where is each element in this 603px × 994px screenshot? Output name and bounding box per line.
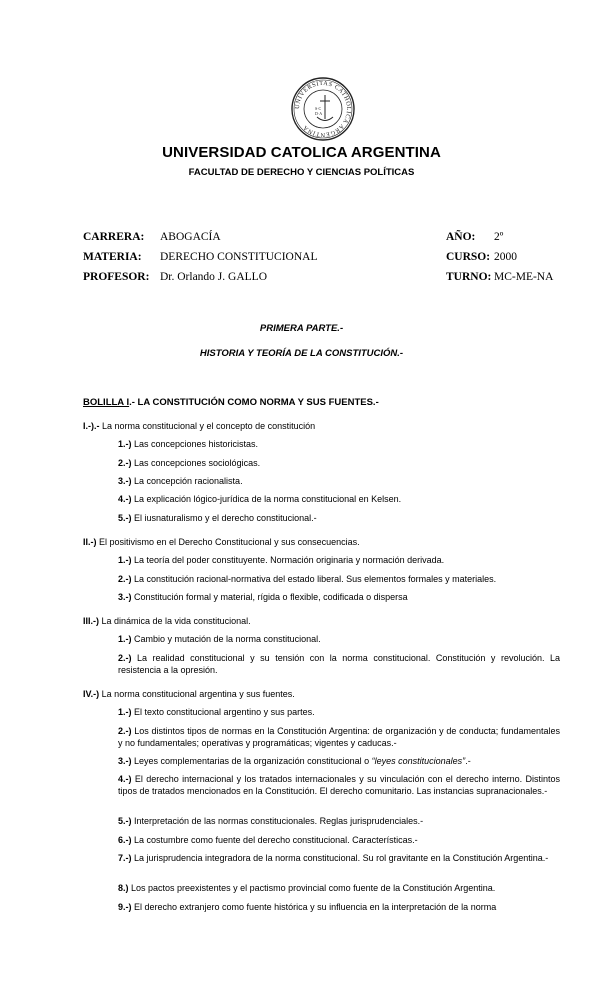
item-number: 4.-)	[118, 774, 132, 784]
list-item	[118, 458, 560, 470]
list-item	[118, 853, 560, 865]
item-number: 2.-)	[118, 574, 132, 584]
item-text: La jurisprudencia integradora de la norma constitucional. Su rol gravitante en la Constitución Argentina.-	[131, 853, 549, 863]
materia-row	[83, 251, 142, 263]
item-text: La teoría del poder constituyente. Normación originaria y normación derivada.	[131, 555, 445, 565]
svg-text:S·C: S·C	[315, 106, 322, 111]
profesor-row	[83, 271, 149, 283]
item-number: 3.-)	[118, 592, 132, 602]
item-text: La constitución racional-normativa del estado liberal. Sus elementos formales y materiales.	[131, 574, 497, 584]
section-number: III.-)	[83, 616, 99, 626]
carrera-value: ABOGACÍA	[160, 231, 221, 243]
list-item	[118, 439, 560, 451]
item-text: El texto constitucional argentino y sus partes.	[131, 707, 315, 717]
item-number: 6.-)	[118, 835, 132, 845]
turno-value: MC-ME-NA	[494, 271, 554, 283]
item-text: Las concepciones sociológicas.	[131, 458, 261, 468]
section-title: El positivismo en el Derecho Constitucional y sus consecuencias.	[96, 537, 360, 547]
section-number: II.-)	[83, 537, 97, 547]
profesor-value: Dr. Orlando J. GALLO	[160, 271, 267, 283]
item-text: La concepción racionalista.	[131, 476, 243, 486]
turno-label: TURNO:	[446, 271, 492, 283]
item-text: Los distintos tipos de normas en la Constitución Argentina: de organización y de conducta; fundamentales y no fundamentales; operativas y programáticas; vigentes y caducas.-	[118, 726, 560, 748]
list-item	[118, 774, 560, 797]
item-number: 9.-)	[118, 902, 132, 912]
anio-label-wrap	[446, 231, 475, 243]
list-item	[118, 653, 560, 676]
list-item	[118, 634, 560, 646]
part-title: PRIMERA PARTE.-	[259, 323, 344, 334]
bolilla-title: .- LA CONSTITUCIÓN COMO NORMA Y SUS FUENTES.-	[129, 397, 379, 408]
curso-label: CURSO:	[446, 251, 491, 263]
section-heading	[83, 537, 360, 547]
list-item	[118, 494, 560, 506]
curso-label-wrap	[446, 251, 490, 263]
section-title: La norma constitucional y el concepto de constitución	[99, 421, 316, 431]
section-title: La dinámica de la vida constitucional.	[99, 616, 251, 626]
section-heading	[83, 421, 315, 431]
curso-value: 2000	[494, 251, 517, 263]
list-item	[118, 883, 560, 895]
anio-value: 2º	[494, 231, 504, 243]
university-title: UNIVERSIDAD CATOLICA ARGENTINA	[162, 144, 441, 161]
part-subtitle: HISTORIA Y TEORÍA DE LA CONSTITUCIÓN.-	[199, 348, 404, 359]
list-item	[118, 707, 560, 719]
turno-label-wrap	[446, 271, 491, 283]
item-text: Cambio y mutación de la norma constitucional.	[131, 634, 321, 644]
item-number: 7.-)	[118, 853, 132, 863]
item-number: 2.-)	[118, 458, 132, 468]
item-text: Interpretación de las normas constitucionales. Reglas jurisprudenciales.-	[131, 816, 424, 826]
item-text: El derecho extranjero como fuente histórica y su influencia en la interpretación de la norma	[131, 902, 497, 912]
item-number: 1.-)	[118, 707, 132, 717]
list-item	[118, 835, 560, 847]
list-item	[118, 756, 560, 768]
section-title: La norma constitucional argentina y sus fuentes.	[99, 689, 295, 699]
section-heading	[83, 689, 295, 699]
profesor-label: PROFESOR:	[83, 271, 150, 283]
item-number: 1.-)	[118, 634, 132, 644]
anio-label: AÑO:	[446, 231, 476, 243]
item-text: Constitución formal y material, rígida o flexible, codificada o dispersa	[131, 592, 408, 602]
carrera-label: CARRERA:	[83, 231, 145, 243]
item-text: Las concepciones historicistas.	[131, 439, 259, 449]
item-number: 5.-)	[118, 816, 132, 826]
item-text: La costumbre como fuente del derecho constitucional. Características.-	[131, 835, 418, 845]
item-number: 2.-)	[118, 653, 132, 663]
materia-label: MATERIA:	[83, 251, 142, 263]
section-heading	[83, 616, 251, 626]
list-item	[118, 513, 560, 525]
list-item	[118, 555, 560, 567]
bolilla-label: BOLILLA I	[83, 397, 130, 408]
item-text: La explicación lógico-jurídica de la norma constitucional en Kelsen.	[131, 494, 402, 504]
faculty-title: FACULTAD DE DERECHO Y CIENCIAS POLÍTICAS	[188, 167, 415, 178]
item-text: Los pactos preexistentes y el pactismo provincial como fuente de la Constitución Argentina.	[128, 883, 496, 893]
section-number: I.-).-	[83, 421, 100, 431]
list-item	[118, 476, 560, 488]
item-emphasis: “leyes constitucionales”	[371, 756, 466, 766]
item-number: 8.)	[118, 883, 129, 893]
item-text: El derecho internacional y los tratados internacionales y su vinculación con el derecho interno. Distintos tipos de tratados mencionados en la Constitución. El derecho comunitario. Las instancias supranacionales.-	[118, 774, 560, 796]
item-text: La realidad constitucional y su tensión con la norma constitucional. Constitución y revolución. La resistencia a la opresión.	[118, 653, 560, 675]
bolilla-heading	[83, 397, 379, 408]
list-item	[118, 902, 560, 914]
item-number: 3.-)	[118, 476, 132, 486]
list-item	[118, 574, 560, 586]
list-item	[118, 816, 560, 828]
item-text: El iusnaturalismo y el derecho constitucional.-	[131, 513, 317, 523]
item-number: 1.-)	[118, 555, 132, 565]
materia-value: DERECHO CONSTITUCIONAL	[160, 251, 318, 263]
item-number: 4.-)	[118, 494, 132, 504]
section-number: IV.-)	[83, 689, 100, 699]
svg-text:UNIVERSITAS CATHOLICA ARGENTIN: UNIVERSITAS CATHOLICA ARGENTINA	[293, 79, 353, 139]
item-number: 2.-)	[118, 726, 132, 736]
carrera-row	[83, 231, 144, 243]
item-number: 3.-)	[118, 756, 132, 766]
item-text: Leyes complementarias de la organización constitucional o	[131, 756, 372, 766]
list-item	[118, 592, 560, 604]
item-number: 1.-)	[118, 439, 132, 449]
item-number: 5.-)	[118, 513, 132, 523]
list-item	[118, 726, 560, 749]
university-seal-logo	[291, 77, 355, 141]
item-tail: .-	[465, 756, 471, 766]
svg-text:D·A: D·A	[315, 111, 323, 116]
